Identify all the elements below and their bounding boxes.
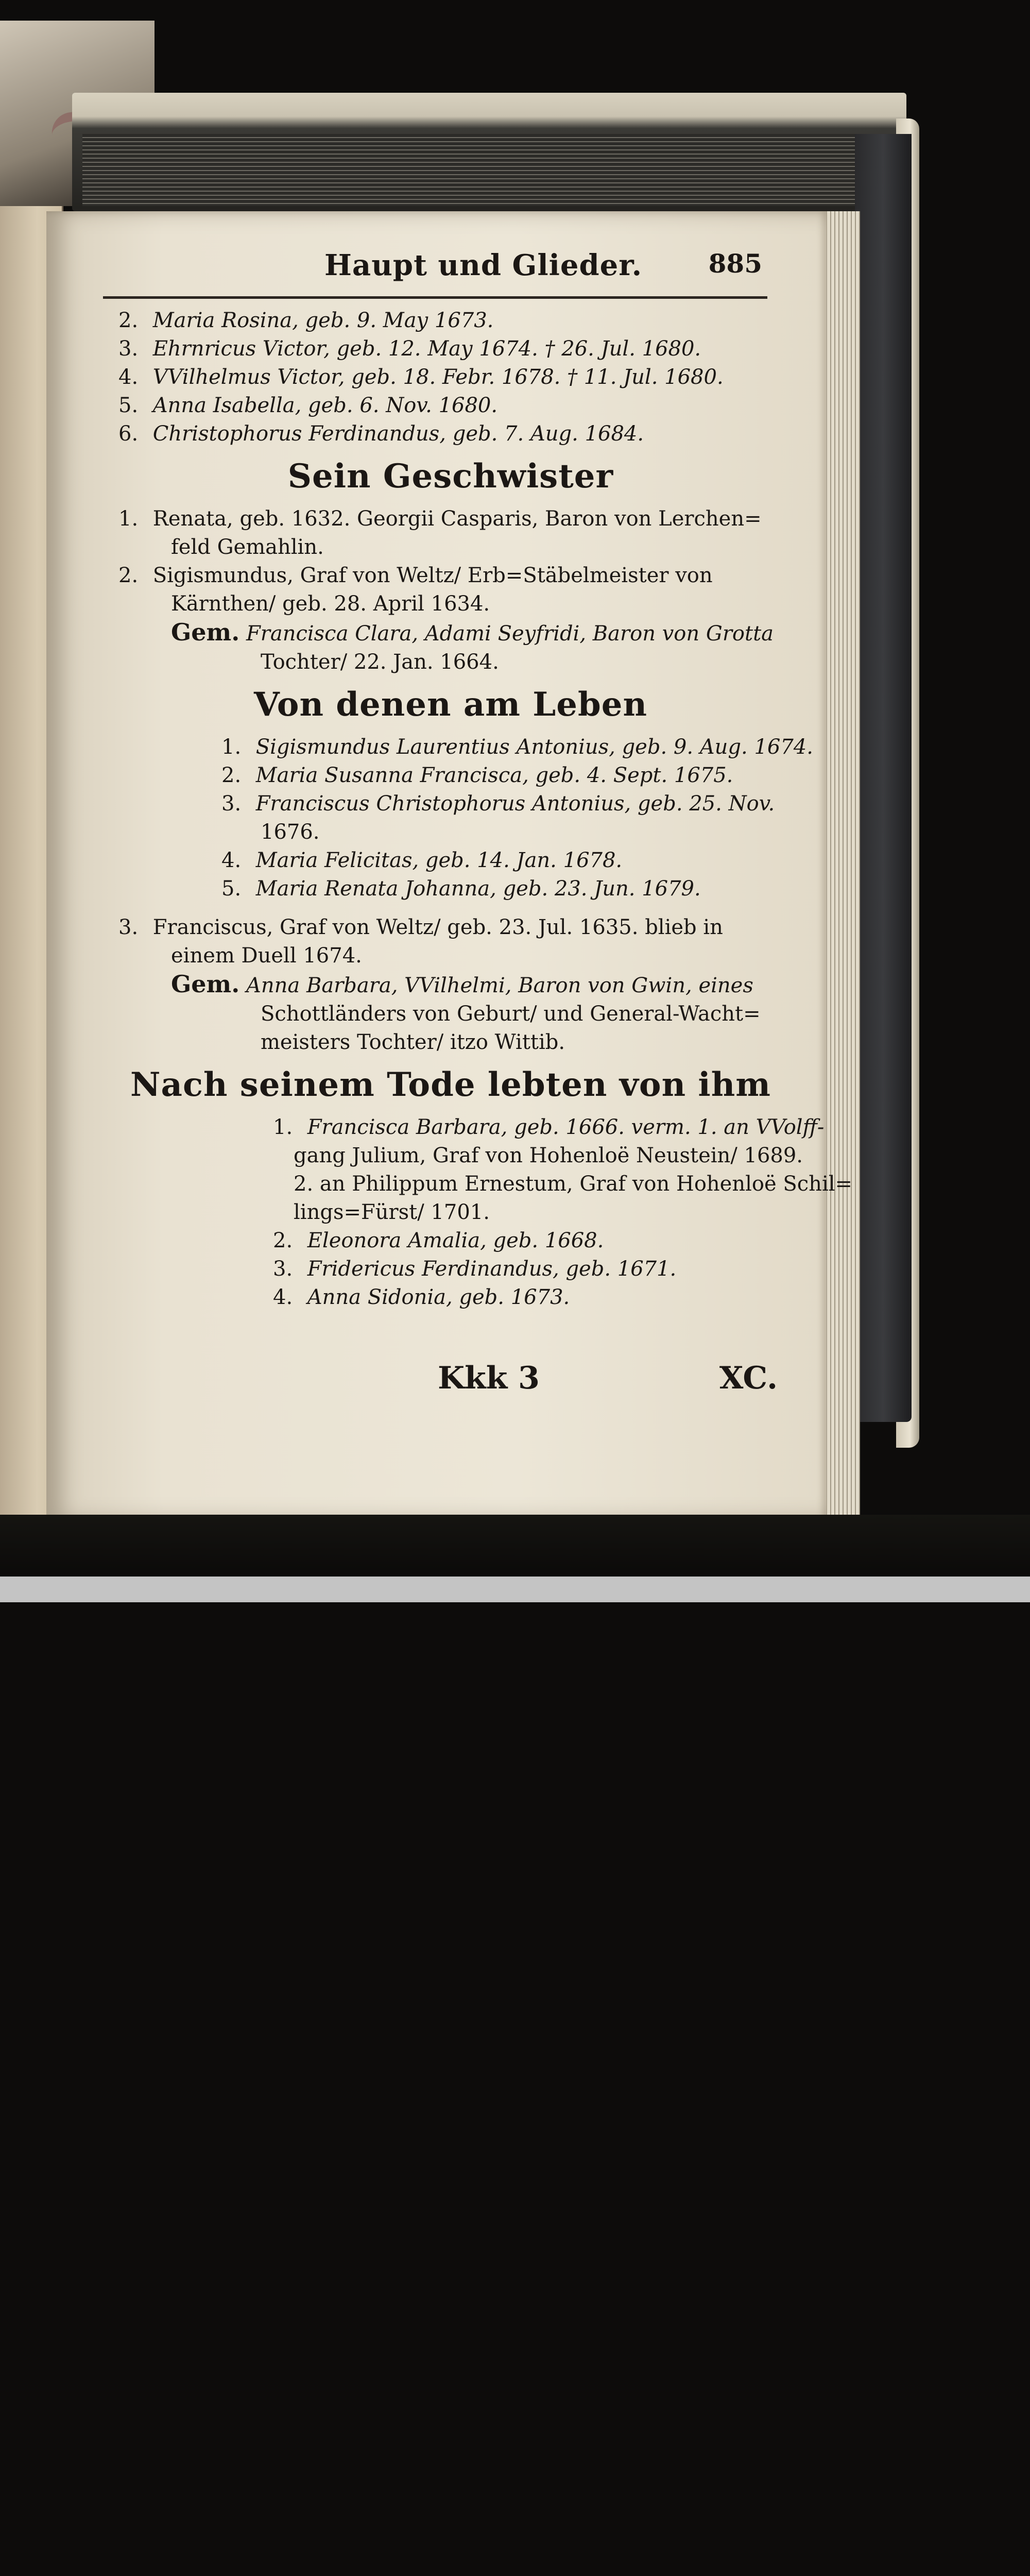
list-item: 6. Christophorus Ferdinandus, geb. 7. Aug. 1684. xyxy=(118,422,644,446)
viewer-bottom-bar xyxy=(0,1577,1030,1602)
spouse-line-cont: meisters Tochter/ itzo Wittib. xyxy=(261,1030,565,1054)
spouse-line-cont: Tochter/ 22. Jan. 1664. xyxy=(261,650,499,674)
sibling-entry: 2. Sigismundus, Graf von Weltz/ Erb=Stäbelmeister von xyxy=(118,564,713,587)
spouse-line: Gem. Anna Barbara, VVilhelmi, Baron von Gwin, eines xyxy=(171,970,753,998)
book-page xyxy=(46,211,853,1520)
list-item: 1. Francisca Barbara, geb. 1666. verm. 1. an VVolff- xyxy=(273,1115,825,1139)
running-title: Haupt und Glieder. xyxy=(324,248,643,282)
list-item-cont: 1676. xyxy=(261,820,320,844)
list-item: 5. Maria Renata Johanna, geb. 23. Jun. 1679. xyxy=(221,877,701,901)
sibling-entry: 3. Franciscus, Graf von Weltz/ geb. 23. Jul. 1635. blieb in xyxy=(118,916,723,939)
book-page-edges-top xyxy=(82,134,886,206)
book-cover-right xyxy=(855,134,912,1422)
sibling-entry-cont: Kärnthen/ geb. 28. April 1634. xyxy=(171,592,490,616)
list-item: 3. Fridericus Ferdinandus, geb. 1671. xyxy=(273,1257,677,1281)
page-footer xyxy=(118,1360,783,1406)
header-rule xyxy=(103,296,767,299)
section-heading-living: Von denen am Leben xyxy=(254,685,647,724)
sibling-entry-cont: feld Gemahlin. xyxy=(171,535,324,559)
spouse-line: Gem. Francisca Clara, Adami Seyfridi, Baron von Grotta xyxy=(171,618,774,646)
list-item-cont: lings=Fürst/ 1701. xyxy=(294,1200,490,1224)
spouse-line-cont: Schottländers von Geburt/ und General-Wacht= xyxy=(261,1002,761,1026)
list-item-cont: 2. an Philippum Ernestum, Graf von Hohenloë Schil= xyxy=(294,1172,853,1196)
list-item: 2. Eleonora Amalia, geb. 1668. xyxy=(273,1229,604,1252)
bottom-shadow xyxy=(0,1515,1030,1577)
page-content xyxy=(118,307,853,1312)
list-item: 3. Franciscus Christophorus Antonius, geb. 25. Nov. xyxy=(221,792,775,816)
list-item: 4. Maria Felicitas, geb. 14. Jan. 1678. xyxy=(221,849,623,872)
list-item: 3. Ehrnricus Victor, geb. 12. May 1674. † 26. Jul. 1680. xyxy=(118,337,701,361)
catchword: XC. xyxy=(719,1360,778,1396)
section-heading-siblings: Sein Geschwister xyxy=(287,457,614,496)
list-item: 2. Maria Susanna Francisca, geb. 4. Sept. 1675. xyxy=(221,764,733,787)
page-number: 885 xyxy=(708,248,762,279)
page-header xyxy=(273,248,767,290)
list-item: 2. Maria Rosina, geb. 9. May 1673. xyxy=(118,309,494,332)
list-item: 4. VVilhelmus Victor, geb. 18. Febr. 1678. † 11. Jul. 1680. xyxy=(118,365,724,389)
list-item: 4. Anna Sidonia, geb. 1673. xyxy=(273,1285,570,1309)
list-item: 1. Sigismundus Laurentius Antonius, geb. 9. Aug. 1674. xyxy=(221,735,813,759)
list-item: 5. Anna Isabella, geb. 6. Nov. 1680. xyxy=(118,394,498,417)
section-heading-after-death: Nach seinem Tode lebten von ihm xyxy=(130,1065,771,1104)
list-item-cont: gang Julium, Graf von Hohenloë Neustein/ 1689. xyxy=(294,1144,803,1167)
signature-mark: Kkk 3 xyxy=(438,1360,540,1396)
sibling-entry-cont: einem Duell 1674. xyxy=(171,944,362,968)
sibling-entry: 1. Renata, geb. 1632. Georgii Casparis, Baron von Lerchen= xyxy=(118,507,762,531)
